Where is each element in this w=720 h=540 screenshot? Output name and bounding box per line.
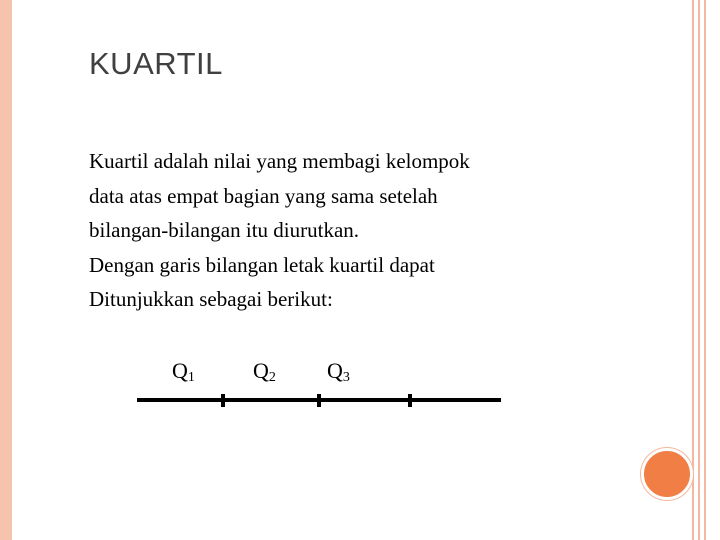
body-line: Ditunjukkan sebagai berikut: <box>89 287 333 311</box>
quartile-index: 3 <box>342 370 350 385</box>
quartile-letter: Q <box>253 358 269 383</box>
decorative-circle <box>641 448 693 500</box>
slide-title: KUARTIL <box>89 46 223 81</box>
body-line: data atas empat bagian yang sama setelah <box>89 183 438 208</box>
body-line: Dengan garis bilangan letak kuartil dapat <box>89 252 435 277</box>
body-line: Kuartil adalah nilai yang membagi kelompok <box>89 149 470 173</box>
quartile-letter: Q <box>172 358 188 383</box>
quartile-letter: Q <box>327 358 343 383</box>
quartile-index: 2 <box>268 370 276 385</box>
body-line: bilangan-bilangan itu diurutkan. <box>89 218 360 242</box>
quartile-index: 1 <box>187 370 195 385</box>
